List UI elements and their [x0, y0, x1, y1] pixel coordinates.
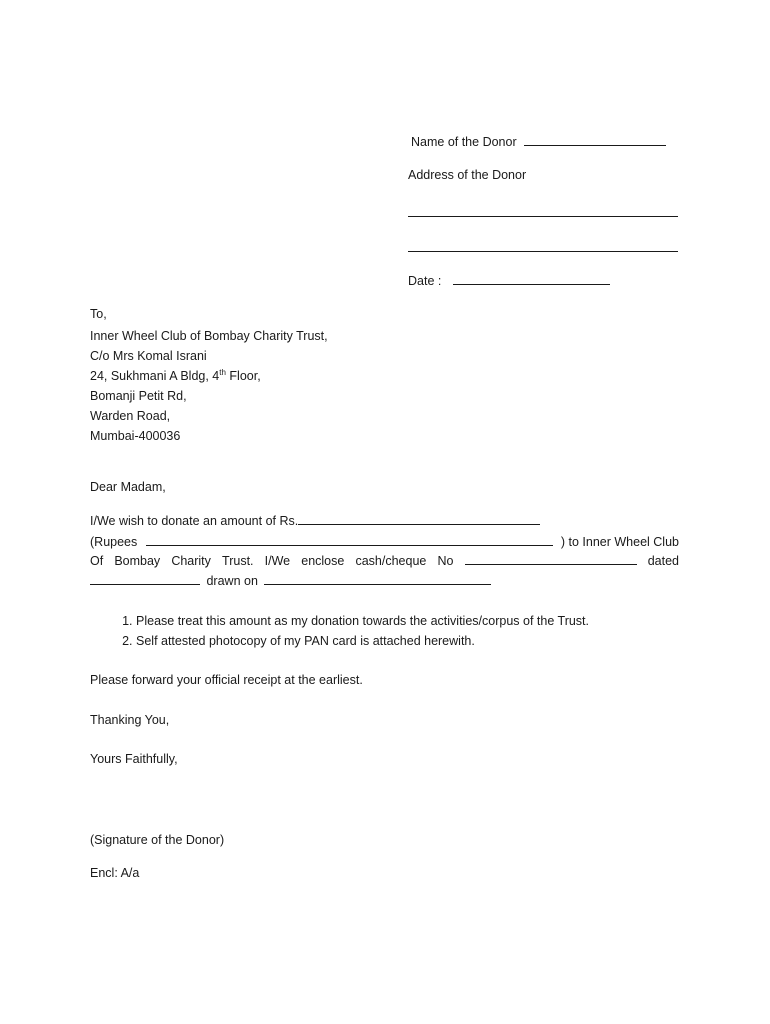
- rupees-open: (Rupees: [90, 535, 138, 549]
- enclosure-text: Encl: A/a: [90, 866, 140, 880]
- date-label: Date :: [408, 274, 442, 288]
- date-field[interactable]: [453, 272, 610, 285]
- to-label: To,: [90, 307, 107, 321]
- donor-name-row: [411, 133, 666, 149]
- donate-intro: I/We wish to donate an amount of Rs.: [90, 514, 299, 528]
- cheque-no-field[interactable]: [465, 552, 637, 565]
- list-item: 2. Self attested photocopy of my PAN card is attached herewith.: [136, 631, 589, 651]
- line3-word: Of: [90, 554, 104, 568]
- amount-field[interactable]: [298, 512, 540, 525]
- rupees-words-field[interactable]: [146, 533, 553, 546]
- forward-text: Please forward your official receipt at the earliest.: [90, 673, 363, 687]
- recipient-address: [90, 326, 328, 446]
- to-words: ) to Inner Wheel Club: [560, 535, 679, 549]
- salutation: Dear Madam,: [90, 480, 166, 494]
- thanks-text: Thanking You,: [90, 713, 170, 727]
- date-row: [408, 272, 610, 288]
- bank-field[interactable]: [264, 572, 491, 585]
- donate-line-3: [90, 552, 679, 568]
- address-line: Inner Wheel Club of Bombay Charity Trust,: [90, 329, 328, 343]
- cheque-date-field[interactable]: [90, 572, 200, 585]
- line3-word: No: [437, 554, 454, 568]
- line3-word: I/We: [264, 554, 291, 568]
- line3-word: Bombay: [114, 554, 161, 568]
- address-line: 24, Sukhmani A Bldg, 4th Floor,: [90, 367, 261, 383]
- address-line-2[interactable]: [408, 251, 678, 252]
- drawn-on-label: drawn on: [206, 574, 258, 588]
- list-item: 1. Please treat this amount as my donation towards the activities/corpus of the Trust.: [136, 611, 589, 631]
- donor-name-field[interactable]: [524, 133, 666, 146]
- address-line: Mumbai-400036: [90, 429, 181, 443]
- line3-word: Charity: [171, 554, 211, 568]
- address-line: Bomanji Petit Rd,: [90, 389, 187, 403]
- dated-label: dated: [647, 554, 679, 568]
- line3-word: cash/cheque: [355, 554, 427, 568]
- donor-name-label: Name of the Donor: [411, 135, 517, 149]
- donate-line-1: [90, 512, 540, 528]
- address-line: Warden Road,: [90, 409, 171, 423]
- closing-text: Yours Faithfully,: [90, 752, 178, 766]
- points-list: [90, 611, 589, 651]
- address-line: C/o Mrs Komal Israni: [90, 349, 207, 363]
- line3-word: Trust.: [222, 554, 254, 568]
- address-line-1[interactable]: [408, 216, 678, 217]
- signature-label: (Signature of the Donor): [90, 833, 225, 847]
- line3-word: enclose: [301, 554, 345, 568]
- donate-line-2: [90, 533, 679, 549]
- donor-address-label: Address of the Donor: [408, 168, 527, 182]
- donate-line-4: [90, 572, 491, 588]
- floor-superscript: th: [219, 367, 226, 377]
